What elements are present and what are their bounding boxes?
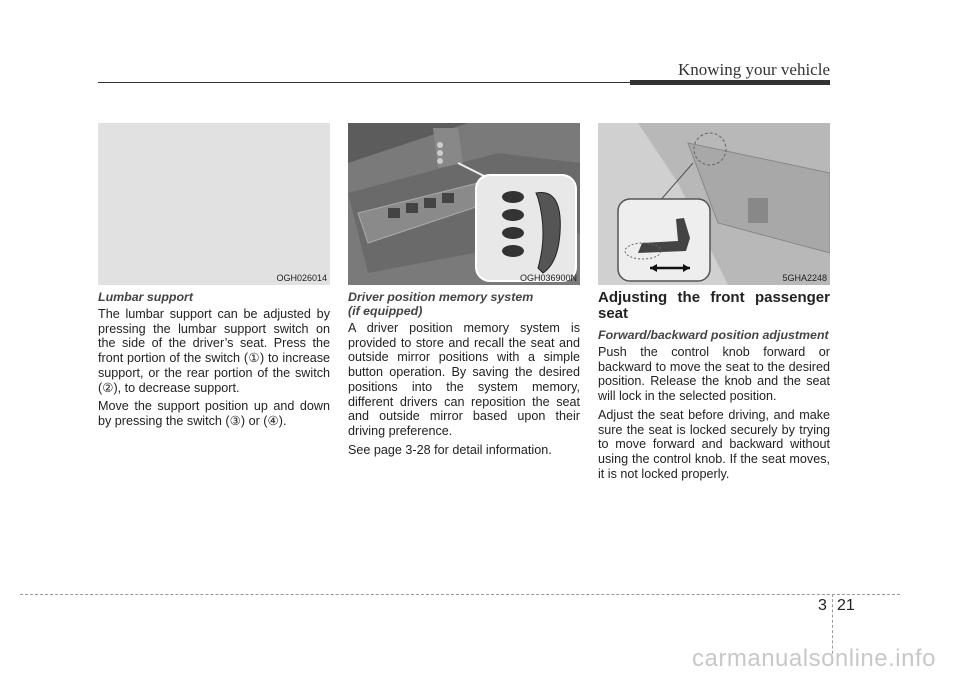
passenger-paragraph-1: Push the control knob forward or backward to move the seat to the desired position. Release the knob and the seat will lock in the selected position. [598,345,830,404]
header-bar [630,80,830,85]
door-panel-illustration [348,123,580,285]
figure-lumbar-support [98,123,330,285]
subheading-lumbar-support: Lumbar support [98,290,193,304]
heading-passenger-seat: Adjusting the front passenger seat [598,289,830,322]
chapter-number: 3 [818,597,827,614]
page-number: 21 [837,597,855,614]
lumbar-paragraph-1: The lumbar support can be adjusted by pressing the lumbar support switch on the side of the driver’s seat. Press the front portion of the switch (①) to increase support, or the rear portion of the switch (②), to decrease support. [98,307,330,395]
subheading-memory-line-1: Driver position memory system [348,290,534,304]
footer-dashed-rule [20,594,900,595]
figure-code: 5GHA2248 [782,273,827,283]
column-memory-system [348,290,580,461]
memory-paragraph-2: See page 3-28 for detail information. [348,442,552,457]
figure-passenger-seat [598,123,830,285]
lumbar-paragraph-2: Move the support position up and down by pressing the switch (③) or (④). [98,399,330,428]
subheading-forward-backward: Forward/backward position adjustment [598,328,829,342]
figure-memory-system [348,123,580,285]
subheading-memory-line-2: (if equipped) [348,304,423,318]
column-lumbar-support [98,290,330,433]
watermark: carmanualsonline.info [692,645,936,672]
memory-paragraph-1: A driver position memory system is provided to store and recall the seat and outside mirror positions with a simple button operation. By saving the desired positions into the system memory, different drivers can reposition the seat and outside mirror based upon their driving preference. [348,321,580,438]
running-header-title: Knowing your vehicle [677,60,830,79]
column-passenger-seat [598,290,830,485]
figure-code: OGH026014 [276,273,327,283]
passenger-seat-illustration [598,123,830,285]
passenger-paragraph-2: Adjust the seat before driving, and make sure the seat is locked securely by trying to move forward and backward without using the control knob. If the seat moves, it is not locked properly. [598,407,830,481]
subheading-memory-system [348,290,580,318]
figure-code: OGH036900N [519,273,577,283]
